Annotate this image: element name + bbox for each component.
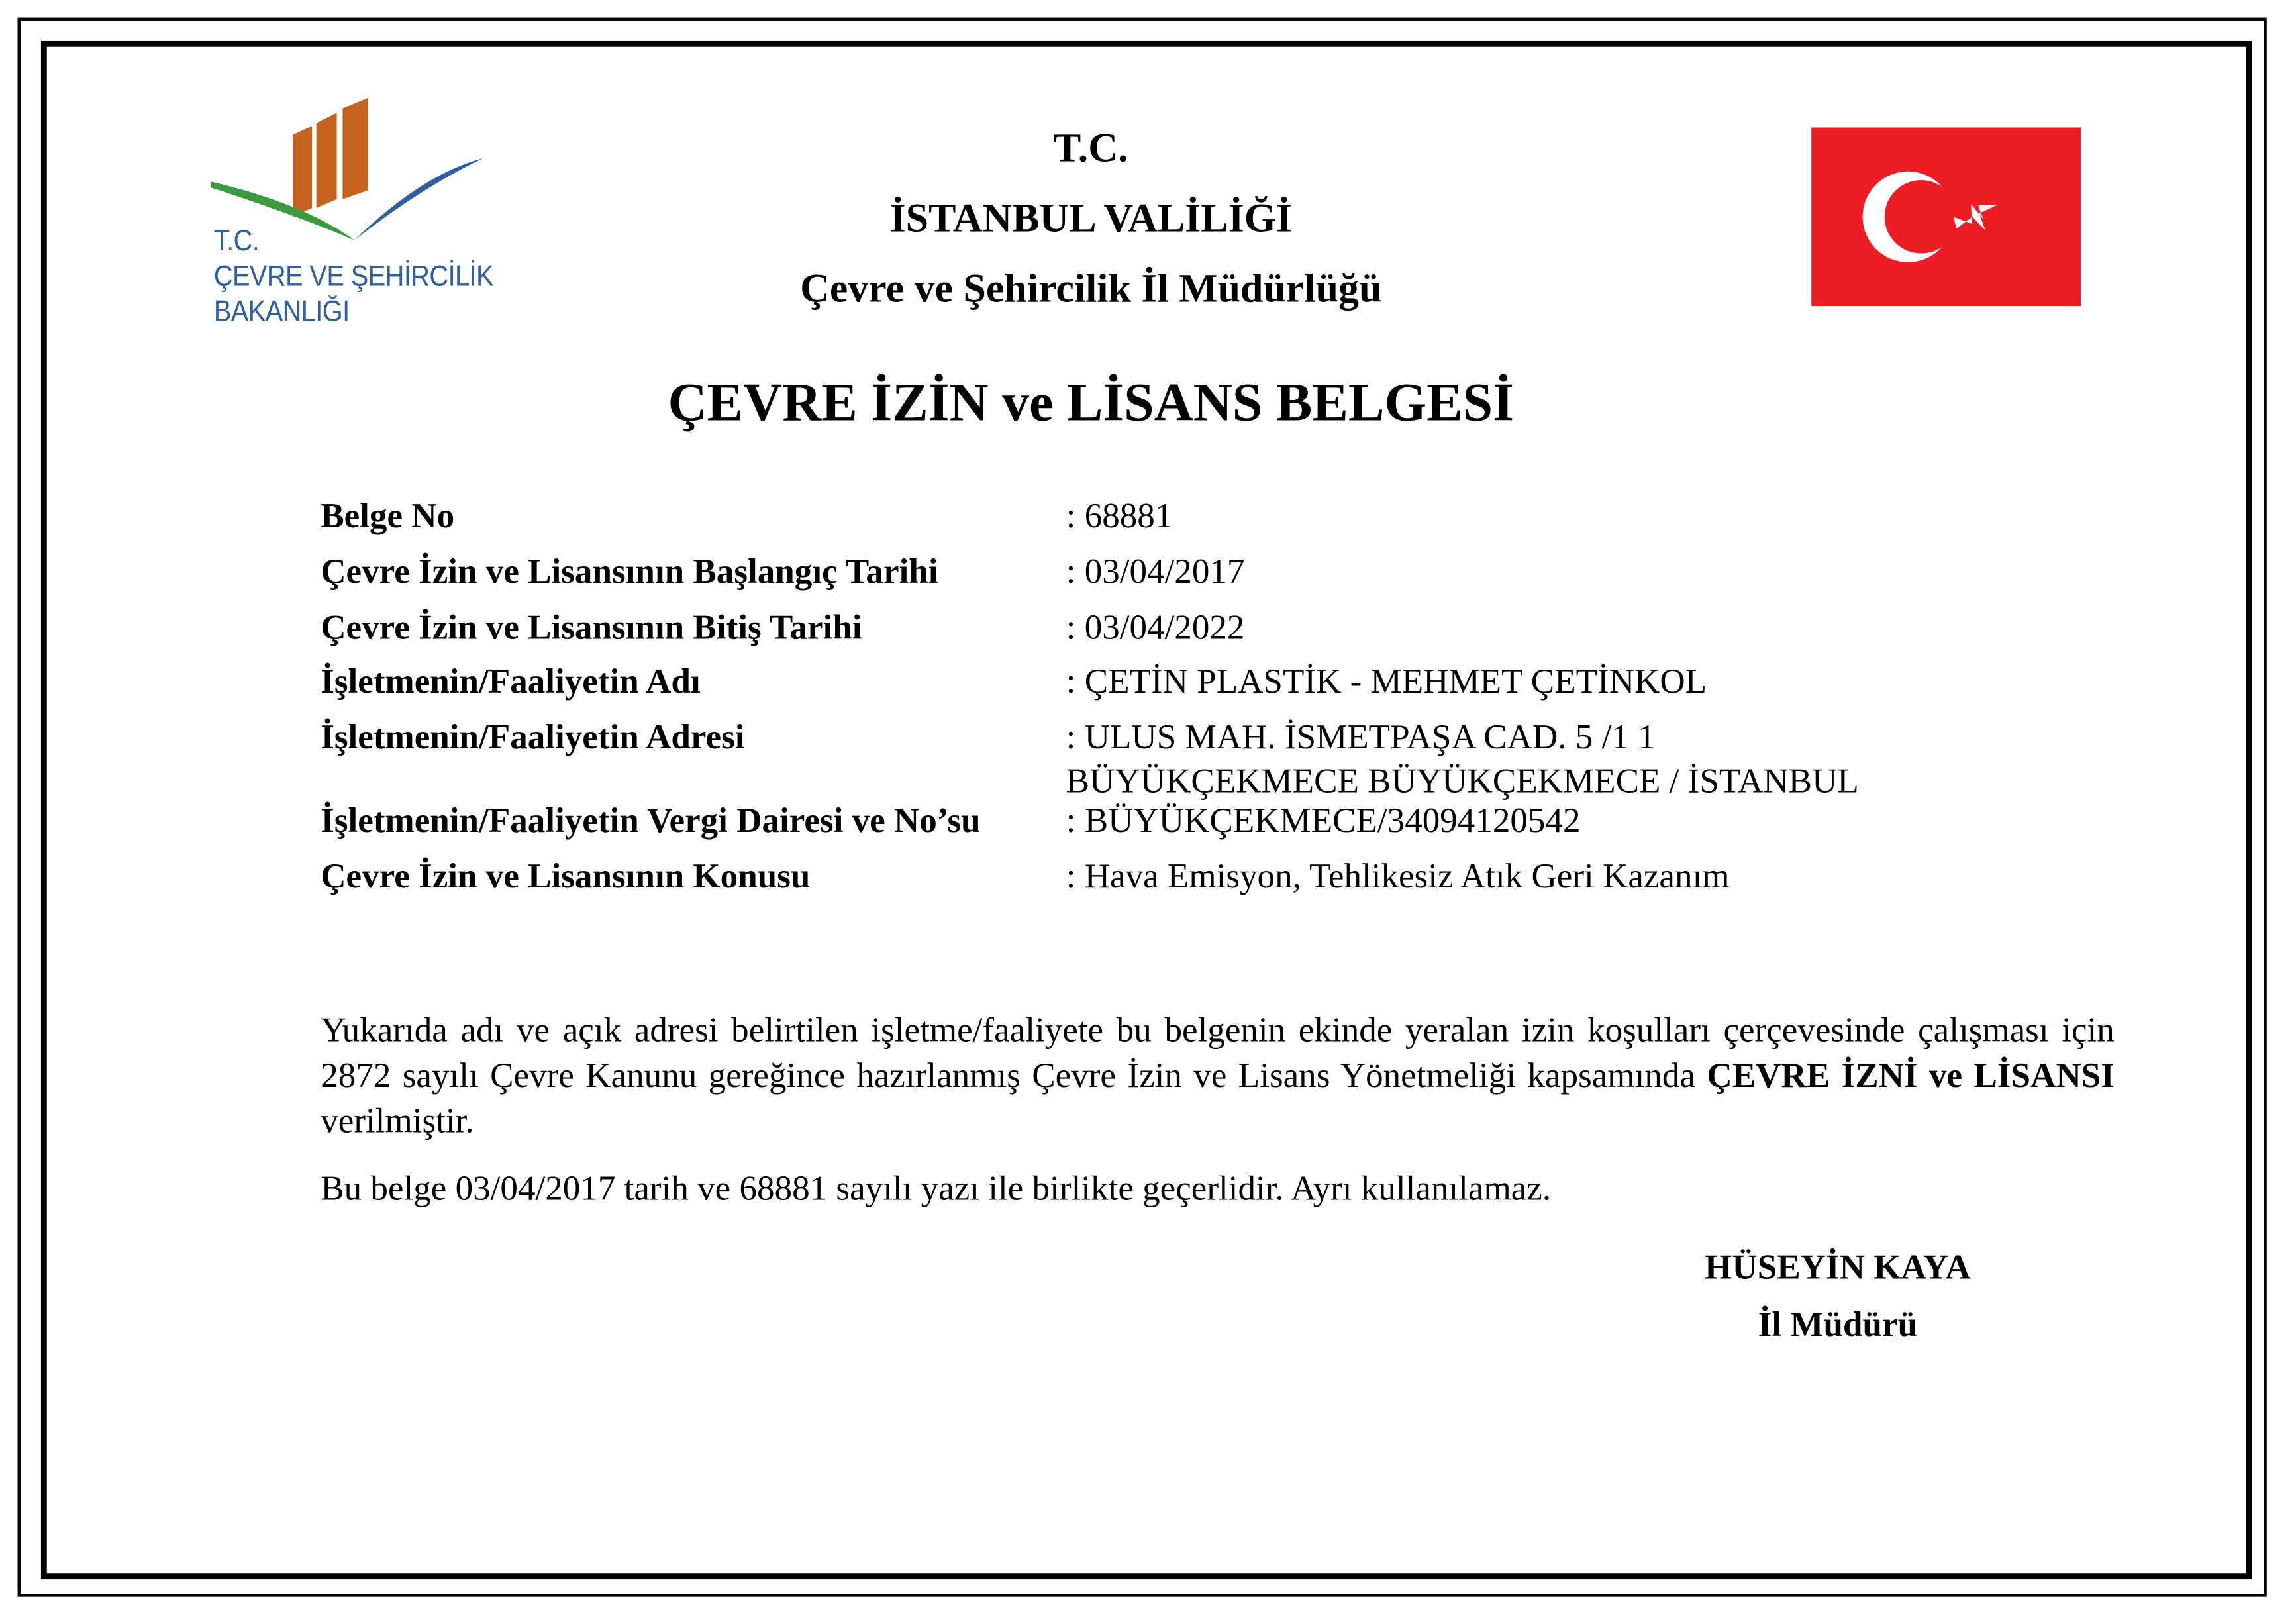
field-label: Çevre İzin ve Lisansının Bitiş Tarihi <box>321 609 862 648</box>
document-title: ÇEVRE İZİN ve LİSANS BELGESİ <box>668 373 1515 434</box>
grant-text: Yukarıda adı ve açık adresi belirtilen işletme/faaliyete bu belgenin ekinde yeralan izin koşulları çerçevesinde çalışması için 2872 sayılı Çevre Kanunu gereğince hazırlanmış Çevre İzin ve Lisans Yönetmeliği kapsamında <box>321 1012 2115 1096</box>
field-value: : Hava Emisyon, Tehlikesiz Atık Geri Kazanım <box>1066 858 1730 897</box>
field-label: İşletmenin/Faaliyetin Adı <box>321 663 701 702</box>
field-value: : 03/04/2017 <box>1066 553 1245 592</box>
logo-ministry-text: ÇEVRE VE ŞEHİRCİLİK <box>213 260 494 293</box>
signatory-name: HÜSEYİN KAYA <box>1705 1249 1971 1288</box>
field-label: Belge No <box>321 497 455 536</box>
header-directorate: Çevre ve Şehircilik İl Müdürlüğü <box>800 266 1382 313</box>
grant-paragraph <box>321 1009 2115 1146</box>
grant-tail-text: verilmiştir. <box>321 1103 474 1141</box>
field-value: : ULUS MAH. İSMETPAŞA CAD. 5 /1 1 <box>1066 719 1656 758</box>
field-value-line2: BÜYÜKÇEKMECE BÜYÜKÇEKMECE / İSTANBUL <box>1066 763 1859 801</box>
header-governorship: İSTANBUL VALİLİĞİ <box>889 196 1292 242</box>
logo-tc-text: T.C. <box>213 225 260 258</box>
logo-ministry-text-2: BAKANLIĞI <box>213 295 350 329</box>
grant-bold-text: ÇEVRE İZNİ ve LİSANSI <box>1707 1057 2115 1096</box>
field-value: : 03/04/2022 <box>1066 609 1245 648</box>
field-value: : ÇETİN PLASTİK - MEHMET ÇETİNKOL <box>1066 663 1707 702</box>
field-value: : BÜYÜKÇEKMECE/34094120542 <box>1066 802 1581 841</box>
header-tc: T.C. <box>1054 126 1128 172</box>
field-label: Çevre İzin ve Lisansının Konusu <box>321 858 811 897</box>
field-label: İşletmenin/Faaliyetin Adresi <box>321 719 745 758</box>
field-value: : 68881 <box>1066 497 1173 536</box>
field-label: Çevre İzin ve Lisansının Başlangıç Tarihi <box>321 553 938 592</box>
validity-paragraph: Bu belge 03/04/2017 tarih ve 68881 sayılı yazı ile birlikte geçerlidir. Ayrı kullanılamaz. <box>321 1170 1552 1209</box>
signatory-title: İl Müdürü <box>1758 1306 1918 1345</box>
field-label: İşletmenin/Faaliyetin Vergi Dairesi ve No’su <box>321 802 981 841</box>
